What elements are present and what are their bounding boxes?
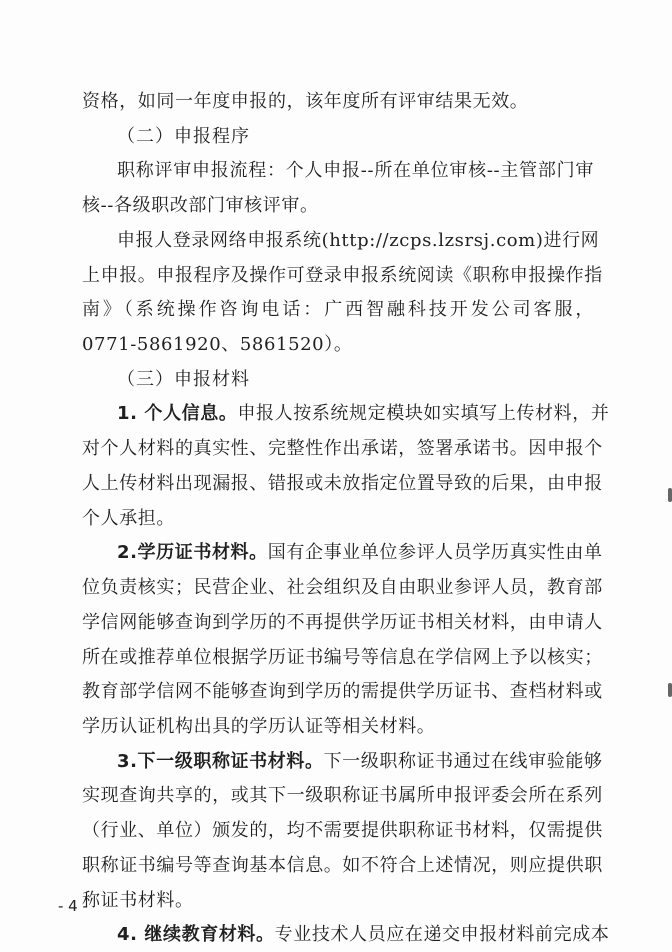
text-line: 专业技术人员应在递交申报材料前完成本 <box>274 924 610 946</box>
paragraph-lower-title-first-line <box>117 745 603 779</box>
text-line: 国有企事业单位参评人员学历真实性由单 <box>267 542 603 564</box>
item-title-continuing-education: 4. 继续教育材料。 <box>117 924 275 946</box>
text-line: 申报人登录网络申报系统(http://zcps.lzsrsj.com)进行网 <box>117 229 600 251</box>
text-line: 学信网能够查询到学历的不再提供学历证书相关材料，由申请人 <box>82 611 603 633</box>
text-line: 所在或推荐单位根据学历证书编号等信息在学信网上予以核实； <box>82 646 603 668</box>
paragraph-continuing-education-first-line <box>117 918 610 952</box>
paragraph-education-first-line <box>117 536 603 570</box>
item-title-lower-level-title-certificate: 3.下一级职称证书材料。 <box>117 750 324 772</box>
text-line: 职称评审申报流程：个人申报--所在单位审核--主管部门审 <box>117 160 594 182</box>
paragraph-personal-info-first-line <box>117 397 610 431</box>
text-line: 下一级职称证书通过在线审验能够 <box>323 750 603 772</box>
text-line: 上申报。申报程序及操作可登录申报系统阅读《职称申报操作指 <box>82 264 603 286</box>
text-line: 0771-5861920、5861520）。 <box>82 334 353 356</box>
text-line: 称证书材料。 <box>82 889 194 911</box>
text-line: 申报人按系统规定模块如实填写上传材料，并 <box>237 403 610 425</box>
text-line: （行业、单位）颁发的，均不需要提供职称证书材料，仅需提供 <box>82 820 603 842</box>
text-line: 个人承担。 <box>82 507 175 529</box>
text-line: 核--各级职改部门审核评审。 <box>82 195 319 217</box>
item-title-personal-info: 1. 个人信息。 <box>117 403 238 425</box>
text-line: 南》（系统操作咨询电话：广西智融科技开发公司客服， <box>82 299 594 321</box>
section-heading-application-procedure: （二）申报程序 <box>117 125 250 147</box>
binding-mark <box>668 683 672 697</box>
text-line: 人上传材料出现漏报、错报或未放指定位置导致的后果，由申报 <box>82 472 603 494</box>
text-line: 职称证书编号等查询基本信息。如不符合上述情况，则应提供职 <box>82 854 603 876</box>
text-line: 教育部学信网不能够查询到学历的需提供学历证书、查档材料或 <box>82 681 603 703</box>
text-line: 实现查询共享的，或其下一级职称证书属所申报评委会所在系列 <box>82 785 603 807</box>
binding-mark <box>668 488 672 502</box>
text-line: 位负责核实；民营企业、社会组织及自由职业参评人员，教育部 <box>82 577 603 599</box>
text-line: 资格，如同一年度申报的，该年度所有评审结果无效。 <box>82 91 529 112</box>
page-number: - 4 - <box>58 897 88 915</box>
item-title-education-certificate: 2.学历证书材料。 <box>117 542 268 564</box>
section-heading-application-materials: （三）申报材料 <box>117 368 250 390</box>
text-line: 对个人材料的真实性、完整性作出承诺，签署承诺书。因申报个 <box>82 438 603 460</box>
text-line: 学历认证机构出具的学历认证等相关材料。 <box>82 715 436 737</box>
